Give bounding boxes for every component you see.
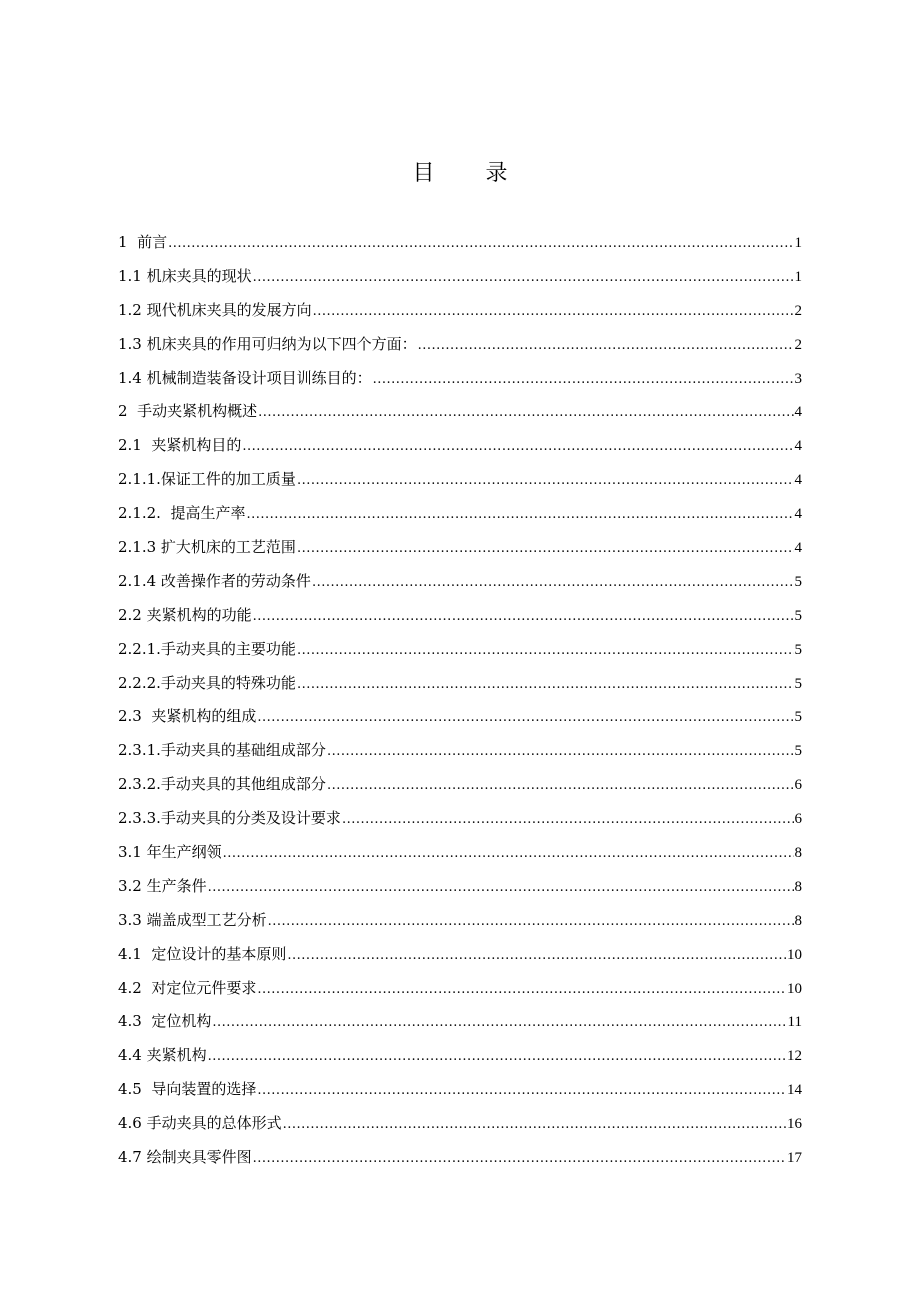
toc-entry[interactable]	[118, 332, 802, 366]
toc-leader-dots	[327, 774, 794, 798]
toc-entry-page-number: 1	[794, 268, 802, 285]
toc-entry-page-number: 2	[794, 302, 802, 319]
toc-entry[interactable]	[118, 874, 802, 908]
toc-entry[interactable]	[118, 704, 802, 738]
toc-entry[interactable]	[118, 535, 802, 569]
toc-entry[interactable]	[118, 738, 802, 772]
toc-entry[interactable]	[118, 806, 802, 840]
toc-entry-page-number: 10	[787, 980, 802, 997]
toc-entry-label: 2.3.2.手动夹具的其他组成部分	[118, 775, 326, 794]
toc-entry-label: 1.4 机械制造装备设计项目训练目的：	[118, 368, 372, 387]
toc-entry-page-number: 12	[787, 1048, 802, 1065]
toc-leader-dots	[342, 808, 794, 832]
toc-entry[interactable]	[118, 1111, 802, 1145]
toc-leader-dots	[297, 537, 794, 561]
toc-entry[interactable]	[118, 264, 802, 298]
toc-entry[interactable]	[118, 230, 802, 264]
toc-entry-page-number: 8	[794, 845, 802, 862]
toc-entry-label: 4.5 导向装置的选择	[118, 1080, 257, 1099]
toc-leader-dots	[242, 435, 793, 459]
toc-leader-dots	[283, 1113, 786, 1137]
toc-leader-dots	[258, 401, 793, 425]
toc-entry[interactable]	[118, 1043, 802, 1077]
toc-entry[interactable]	[118, 433, 802, 467]
toc-entry-page-number: 5	[794, 573, 802, 590]
toc-entry[interactable]	[118, 671, 802, 705]
toc-entry-page-number: 5	[794, 709, 802, 726]
toc-entry-label: 2.1.2. 提高生产率	[118, 504, 246, 523]
toc-leader-dots	[297, 469, 794, 493]
toc-entry-page-number: 8	[794, 912, 802, 929]
toc-entry-label: 1.1 机床夹具的现状	[118, 266, 252, 285]
toc-entry-page-number: 3	[794, 370, 802, 387]
toc-leader-dots	[268, 910, 794, 934]
toc-entry-label: 3.3 端盖成型工艺分析	[118, 910, 267, 929]
toc-entry-label: 1.3 机床夹具的作用可归纳为以下四个方面：	[118, 334, 417, 353]
toc-entry-page-number: 4	[794, 472, 802, 489]
toc-entry-label: 2.2.2.手动夹具的特殊功能	[118, 673, 296, 692]
toc-entry[interactable]	[118, 603, 802, 637]
toc-entry-page-number: 4	[794, 438, 802, 455]
toc-leader-dots	[246, 503, 793, 527]
toc-entry[interactable]	[118, 976, 802, 1010]
toc-entry[interactable]	[118, 298, 802, 332]
toc-entry-label: 2.3.1.手动夹具的基础组成部分	[118, 741, 326, 760]
toc-entry-label: 2.1.1.保证工件的加工质量	[118, 470, 296, 489]
toc-entry[interactable]	[118, 569, 802, 603]
toc-entry-page-number: 5	[794, 641, 802, 658]
toc-entry-label: 1 前言	[118, 233, 168, 251]
toc-entry-page-number: 10	[787, 946, 802, 963]
toc-entry-label: 2 手动夹紧机构概述	[118, 402, 258, 421]
toc-entry[interactable]	[118, 637, 802, 671]
toc-entry[interactable]	[118, 1145, 802, 1179]
toc-entry-page-number: 2	[794, 336, 802, 353]
toc-entry-page-number: 5	[794, 743, 802, 760]
toc-entry-page-number: 14	[787, 1082, 802, 1099]
toc-entry-page-number: 11	[787, 1014, 802, 1031]
toc-leader-dots	[287, 944, 786, 968]
toc-leader-dots	[297, 673, 794, 697]
toc-entry[interactable]	[118, 501, 802, 535]
toc-entry-page-number: 4	[794, 540, 802, 557]
page-title: 目 录	[412, 161, 530, 186]
table-of-contents	[118, 230, 802, 1179]
toc-entry-page-number: 5	[794, 607, 802, 624]
toc-entry-label: 2.2 夹紧机构的功能	[118, 605, 252, 624]
toc-leader-dots	[168, 232, 793, 256]
toc-leader-dots	[253, 1147, 786, 1171]
toc-entry[interactable]	[118, 467, 802, 501]
toc-leader-dots	[257, 978, 786, 1002]
toc-leader-dots	[208, 876, 794, 900]
toc-entry[interactable]	[118, 366, 802, 400]
toc-leader-dots	[418, 334, 794, 358]
toc-entry-page-number: 6	[794, 777, 802, 794]
toc-leader-dots	[313, 300, 794, 324]
toc-leader-dots	[253, 266, 794, 290]
toc-leader-dots	[373, 368, 794, 392]
toc-entry-label: 2.1 夹紧机构目的	[118, 436, 242, 455]
toc-leader-dots	[208, 1045, 786, 1069]
toc-entry-label: 1.2 现代机床夹具的发展方向	[118, 300, 312, 319]
toc-leader-dots	[297, 639, 794, 663]
toc-entry[interactable]	[118, 942, 802, 976]
toc-entry[interactable]	[118, 908, 802, 942]
toc-leader-dots	[257, 1079, 786, 1103]
toc-entry-label: 2.1.4 改善操作者的劳动条件	[118, 571, 311, 590]
toc-leader-dots	[312, 571, 794, 595]
toc-entry-label: 2.2.1.手动夹具的主要功能	[118, 639, 296, 658]
toc-entry-page-number: 17	[787, 1150, 802, 1167]
toc-entry-label: 4.3 定位机构	[118, 1012, 212, 1031]
toc-entry-label: 4.4 夹紧机构	[118, 1046, 207, 1065]
toc-entry-label: 4.7 绘制夹具零件图	[118, 1148, 252, 1167]
toc-entry[interactable]	[118, 1009, 802, 1043]
toc-entry-page-number: 1	[794, 235, 802, 251]
toc-leader-dots	[212, 1011, 786, 1035]
toc-entry-label: 4.2 对定位元件要求	[118, 978, 257, 997]
toc-entry-page-number: 5	[794, 675, 802, 692]
toc-entry-label: 4.6 手动夹具的总体形式	[118, 1114, 282, 1133]
toc-entry[interactable]	[118, 840, 802, 874]
toc-entry-label: 2.3.3.手动夹具的分类及设计要求	[118, 809, 341, 828]
toc-entry-label: 2.1.3 扩大机床的工艺范围	[118, 538, 296, 557]
toc-entry[interactable]	[118, 399, 802, 433]
toc-entry-label: 3.1 年生产纲领	[118, 843, 222, 862]
toc-entry[interactable]	[118, 1077, 802, 1111]
toc-entry-label: 2.3 夹紧机构的组成	[118, 707, 257, 726]
toc-leader-dots	[253, 605, 794, 629]
toc-entry[interactable]	[118, 772, 802, 806]
toc-leader-dots	[327, 740, 794, 764]
toc-entry-label: 3.2 生产条件	[118, 876, 207, 895]
toc-entry-page-number: 8	[794, 878, 802, 895]
toc-leader-dots	[257, 706, 793, 730]
toc-entry-page-number: 4	[794, 506, 802, 523]
toc-entry-label: 4.1 定位设计的基本原则	[118, 944, 287, 963]
toc-leader-dots	[223, 842, 794, 866]
toc-entry-page-number: 6	[794, 811, 802, 828]
toc-entry-page-number: 16	[787, 1116, 802, 1133]
toc-entry-page-number: 4	[794, 404, 802, 421]
